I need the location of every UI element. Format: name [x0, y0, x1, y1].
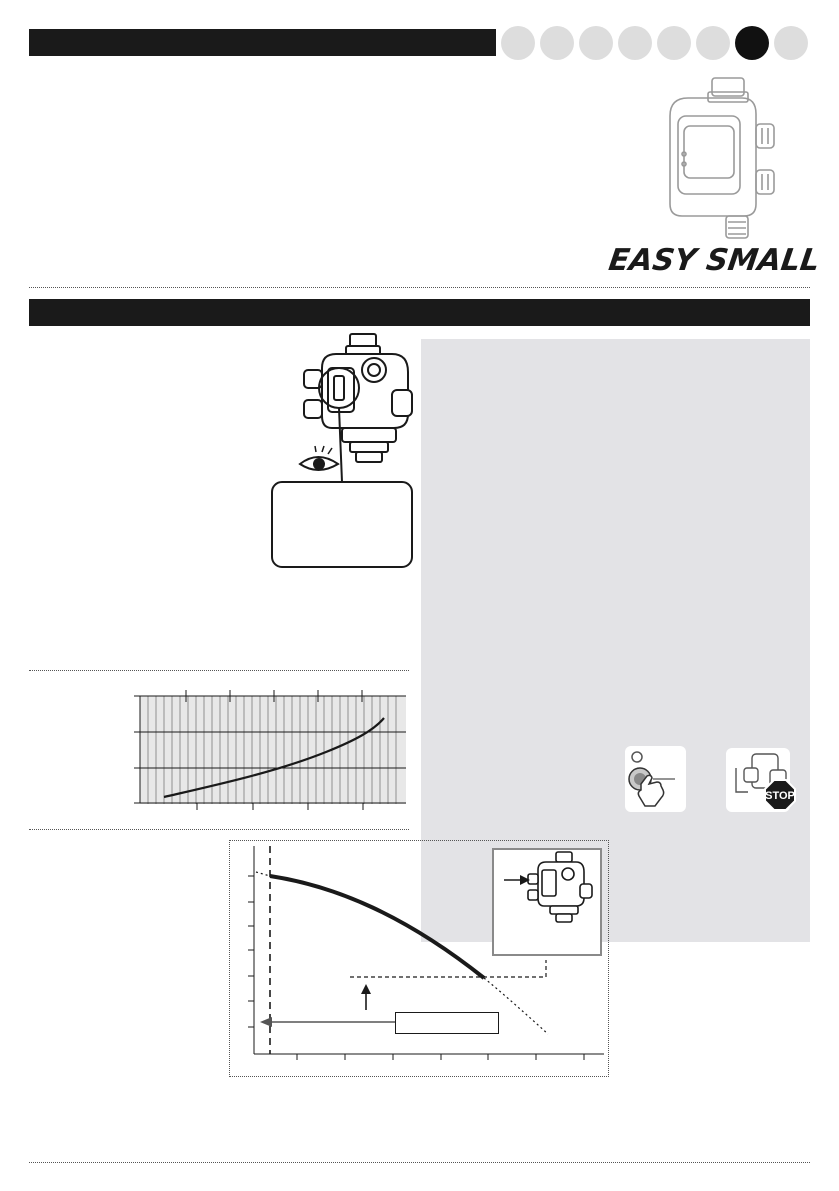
header-bar	[29, 29, 496, 56]
stop-sign-icon	[726, 748, 806, 828]
operating-point-label-box	[395, 1012, 499, 1034]
section-bar	[29, 299, 810, 326]
language-dot-2[interactable]	[540, 26, 574, 60]
divider-bottom	[29, 1162, 810, 1163]
language-dot-4[interactable]	[618, 26, 652, 60]
hand-press-button-icon	[625, 746, 686, 812]
language-dot-1[interactable]	[501, 26, 535, 60]
language-dot-5[interactable]	[657, 26, 691, 60]
pump-controller-illustration	[660, 76, 780, 244]
language-dot-8[interactable]	[774, 26, 808, 60]
pump-detail-illustration	[494, 850, 600, 954]
divider-mid-1	[29, 670, 409, 671]
stop-pump-card	[726, 748, 795, 812]
reset-button-card	[625, 746, 686, 812]
divider-top	[29, 287, 810, 288]
pump-detail-box	[492, 848, 602, 956]
stop-sign-text: STOP	[765, 790, 795, 802]
language-dot-6[interactable]	[696, 26, 730, 60]
divider-mid-2	[29, 829, 409, 830]
language-dot-3[interactable]	[579, 26, 613, 60]
language-dot-7-active[interactable]	[735, 26, 769, 60]
product-logo: EASY SMALL	[606, 243, 822, 278]
pressure-grid-chart	[126, 690, 410, 810]
eye-icon	[298, 446, 342, 476]
inspection-callout-box	[271, 481, 413, 568]
